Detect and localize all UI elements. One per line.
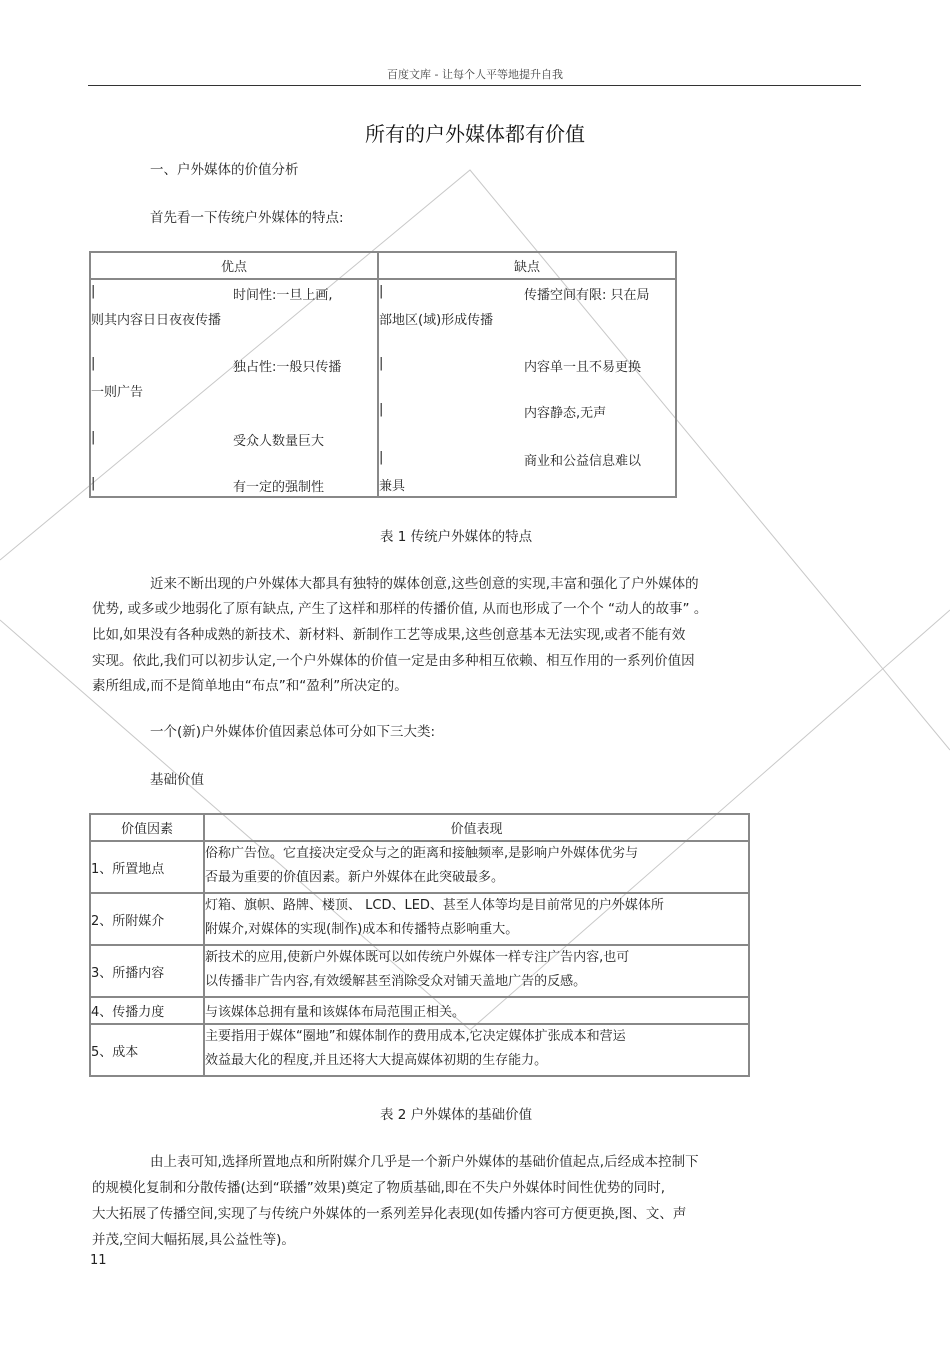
paragraph-line: 由上表可知,选择所置地点和所附媒介几乎是一个新户外媒体的基础价值起点,后经成本控制下 [150,1154,699,1170]
table-header-expression: 价值表现 [204,814,749,841]
subsection-heading: 基础价值 [150,772,204,788]
table-row [90,841,749,893]
section-heading: 一、户外媒体的价值分析 [150,162,299,178]
paragraph-line: 并茂,空间大幅拓展,具公益性等)。 [92,1232,295,1248]
table-header-pros: 优点 [90,252,378,279]
pro-item: 独占性:一般只传播 [233,360,342,375]
con-item: 商业和公益信息难以 [524,454,642,469]
pro-item: 时间性:一旦上画, [233,288,333,303]
pro-item: 受众人数量巨大 [233,434,325,449]
page-title: 所有的户外媒体都有价值 [365,122,585,146]
table-header-cons: 缺点 [378,252,676,279]
factor-cell: 5、成本 [90,1024,204,1076]
header-rule [88,85,861,86]
expression-cell: 主要指用于媒体“圈地”和媒体制作的费用成本,它决定媒体扩张成本和营运 效益最大化的程度,并且还将大大提高媒体初期的生存能力。 [204,1024,749,1076]
table-row [90,1024,749,1076]
page-header: 百度文库 - 让每个人平等地提升自我 [387,68,563,81]
expression-cell: 俗称广告位。它直接决定受众与之的距离和接触频率,是影响户外媒体优劣与 否最为重要的价值因素。新户外媒体在此突破最多。 [204,841,749,893]
page-number: 11 [90,1253,107,1268]
paragraph-line: 大大拓展了传播空间,实现了与传统户外媒体的一系列差异化表现(如传播内容可方便更换,图、文、声 [92,1206,687,1222]
table1-caption: 表 1 传统户外媒体的特点 [380,529,533,545]
paragraph-line: 素所组成,而不是简单地由“布点”和“盈利”所决定的。 [92,678,408,694]
factor-cell: 2、所附媒介 [90,893,204,945]
intro-text: 首先看一下传统户外媒体的特点: [150,210,344,226]
con-item: 内容单一且不易更换 [524,360,642,375]
table-header-factor: 价值因素 [90,814,204,841]
factor-cell: 4、传播力度 [90,997,204,1024]
con-item: 内容静态,无声 [524,406,607,421]
factor-cell: 3、所播内容 [90,945,204,997]
con-item-cont: 部地区(域)形成传播 [379,313,494,328]
table-row [90,945,749,997]
basic-value-table [89,813,750,1077]
pro-item-cont: 一则广告 [91,385,144,400]
table2-caption: 表 2 户外媒体的基础价值 [380,1107,533,1123]
features-table [89,251,677,498]
pros-cell: | 时间性:一旦上画, 则其内容日日夜夜传播 | 独占性:一般只传播 一则广告 | 受众人数量巨大 | 有一定的强制性 [90,279,378,497]
paragraph-line: 优势, 或多或少地弱化了原有缺点, 产生了这样和那样的传播价值, 从而也形成了一个个 “动人的故事” 。 [92,601,708,617]
table-row [90,997,749,1024]
paragraph-line: 比如,如果没有各种成熟的新技术、新材料、新制作工艺等成果,这些创意基本无法实现,或者不能有效 [92,627,686,643]
cons-cell: | 传播空间有限: 只在局 部地区(域)形成传播 | 内容单一且不易更换 | 内容静态,无声 | 商业和公益信息难以 兼具 [378,279,676,497]
con-item-cont: 兼具 [379,479,406,494]
paragraph-line: 的规模化复制和分散传播(达到“联播”效果)奠定了物质基础,即在不失户外媒体时间性优势的同时, [92,1180,666,1196]
pro-item-cont: 则其内容日日夜夜传播 [91,313,222,328]
paragraph-line: 实现。依此,我们可以初步认定,一个户外媒体的价值一定是由多种相互依赖、相互作用的一系列价值因 [92,653,695,669]
table-row [90,893,749,945]
expression-cell: 与该媒体总拥有量和该媒体布局范围正相关。 [204,997,749,1024]
factor-cell: 1、所置地点 [90,841,204,893]
expression-cell: 灯箱、旗帜、路牌、楼顶、 LCD、LED、甚至人体等均是目前常见的户外媒体所 附媒介,对媒体的实现(制作)成本和传播特点影响重大。 [204,893,749,945]
categories-intro: 一个(新)户外媒体价值因素总体可分如下三大类: [150,724,436,740]
pro-item: 有一定的强制性 [233,480,325,495]
expression-cell: 新技术的应用,使新户外媒体既可以如传统户外媒体一样专注广告内容,也可 以传播非广告内容,有效缓解甚至消除受众对铺天盖地广告的反感。 [204,945,749,997]
paragraph-line: 近来不断出现的户外媒体大都具有独特的媒体创意,这些创意的实现,丰富和强化了户外媒体的 [150,576,699,592]
con-item: 传播空间有限: 只在局 [524,288,650,303]
